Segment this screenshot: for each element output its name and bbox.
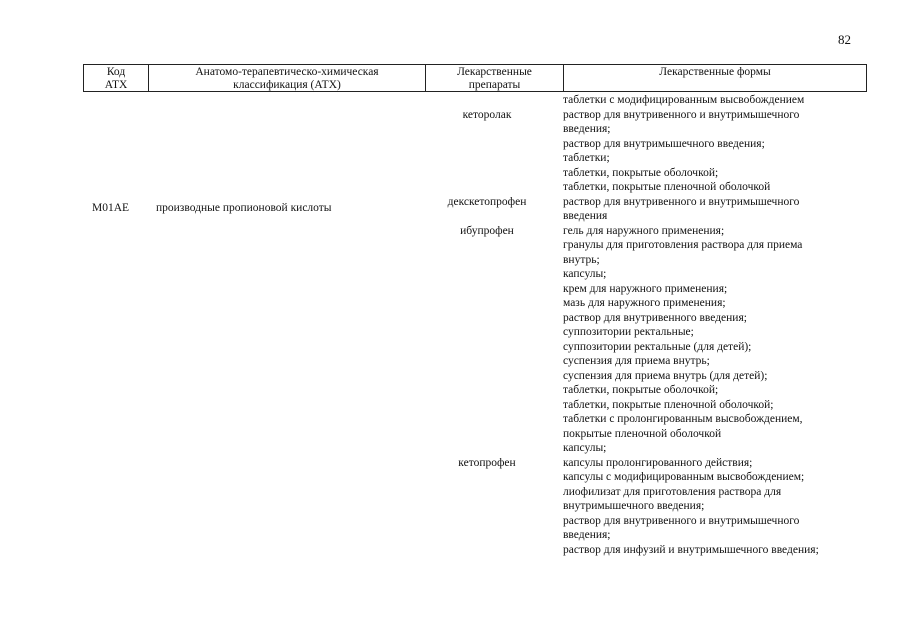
atx-code: M01AE xyxy=(92,202,130,214)
form-line: введения; xyxy=(563,529,611,541)
form-line: мазь для наружного применения; xyxy=(563,297,726,309)
header-drugs xyxy=(426,65,564,91)
header-classification-line: Анатомо-терапевтическо-химическая xyxy=(195,66,379,78)
header-classification xyxy=(149,65,426,91)
drug-name: кетопрофен xyxy=(458,456,516,469)
header-code xyxy=(84,65,149,91)
form-line: суспензия для приема внутрь; xyxy=(563,355,710,367)
form-line: таблетки, покрытые пленочной оболочкой; xyxy=(563,398,774,411)
form-line: суспензия для приема внутрь (для детей); xyxy=(563,369,768,382)
form-line: капсулы с модифицированным высвобождением; xyxy=(563,471,805,483)
drug-name: ибупрофен xyxy=(460,224,514,237)
form-line: раствор для внутривенного введения; xyxy=(563,311,747,324)
form-line: внутрь; xyxy=(563,253,600,266)
form-line: суппозитории ректальные; xyxy=(563,326,694,338)
form-line: введения xyxy=(563,210,608,222)
page-number: 82 xyxy=(838,32,851,47)
form-line: таблетки с пролонгированным высвобождением, xyxy=(563,413,803,425)
form-line: раствор для инфузий и внутримышечного введения; xyxy=(563,543,819,556)
form-line: суппозитории ректальные (для детей); xyxy=(563,340,752,353)
forms-column xyxy=(563,93,819,557)
drug-name: кеторолак xyxy=(462,108,512,121)
atx-group-name: производные пропионовой кислоты xyxy=(156,202,332,214)
form-line: гранулы для приготовления раствора для приема xyxy=(563,239,803,251)
form-line: раствор для внутривенного и внутримышечного xyxy=(563,195,800,208)
header-drugs-line: препараты xyxy=(468,79,521,91)
form-line: внутримышечного введения; xyxy=(563,500,705,512)
form-line: капсулы; xyxy=(563,442,607,454)
header-forms xyxy=(564,65,866,91)
header-code-line: Код xyxy=(106,66,126,78)
form-line: лиофилизат для приготовления раствора для xyxy=(563,485,782,498)
form-line: раствор для внутривенного и внутримышечного xyxy=(563,514,800,527)
form-line: таблетки, покрытые пленочной оболочкой xyxy=(563,181,771,193)
form-line: раствор для внутримышечного введения; xyxy=(563,137,765,150)
table-header xyxy=(83,64,867,92)
form-line: таблетки, покрытые оболочкой; xyxy=(563,384,719,396)
form-line: раствор для внутривенного и внутримышечного xyxy=(563,108,800,121)
form-line: покрытые пленочной оболочкой xyxy=(563,427,722,440)
form-line: капсулы; xyxy=(563,268,607,280)
header-classification-line: классификация (АТХ) xyxy=(233,79,341,91)
form-line: капсулы пролонгированного действия; xyxy=(563,456,753,469)
header-drugs-line: Лекарственные xyxy=(457,66,532,78)
form-line: таблетки, покрытые оболочкой; xyxy=(563,166,719,179)
header-code-line: АТХ xyxy=(104,79,128,91)
form-line: гель для наружного применения; xyxy=(563,224,725,237)
drug-name: декскетопрофен xyxy=(447,195,527,208)
form-line: крем для наружного применения; xyxy=(563,282,728,295)
form-line: таблетки с модифицированным высвобождением xyxy=(563,94,805,106)
header-forms-line: Лекарственные формы xyxy=(659,66,771,78)
form-line: введения; xyxy=(563,123,611,135)
form-line: таблетки; xyxy=(563,152,610,164)
